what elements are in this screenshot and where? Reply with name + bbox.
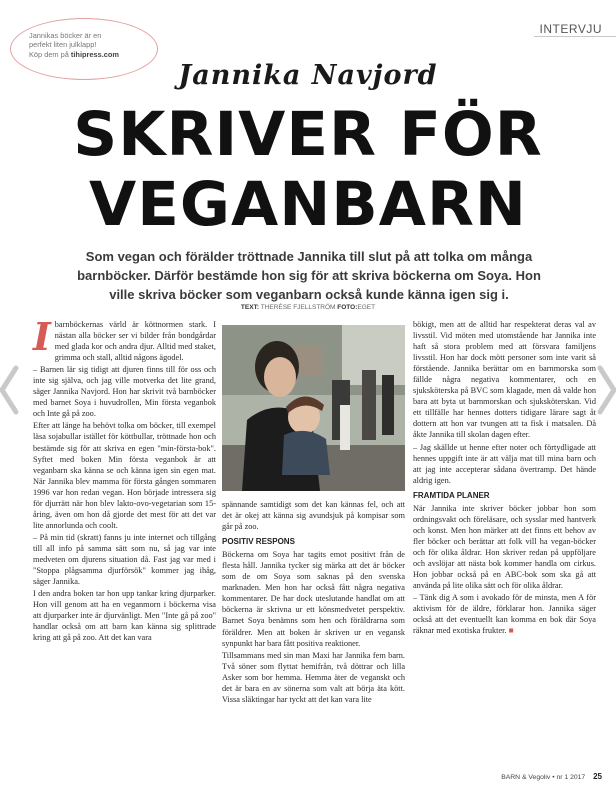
credit-photo-label: FOTO:: [337, 304, 358, 311]
paragraph: När Jannika inte skriver böcker jobbar hon som ordningsvakt och föreläsare, och sysslar med hantverk och konst. Men hon märker att det finns ett behov av fler böcker och berättar att folk vill ha vegan-böcker och för olika åldrar. Hon skriver redan på uppföljare och avslöjar att nästa bok kommer handla om cirkus. Hon jobbar också på en ABC-bok som ska gå att använda på lite olika sätt och för olika åldrar.: [413, 503, 596, 591]
photo-illustration: [222, 325, 405, 491]
paragraph: I den andra boken tar hon upp tankar kring djurparker. Hon vill genom att ha en veganmorn i böckerna visa att djurparker inte är djurvänligt. Men "Inte gå på zoo" handlar också om att barn kan känna sig splittrade kring att gå på zoo. Att det kan vara: [33, 589, 216, 643]
promo-line-2: perfekt liten julklapp!: [29, 40, 97, 50]
paragraph: – På min tid (skratt) fanns ju inte internet och tillgång till all info på samma sätt som nu, så jag var inte medveten om djurens situation då. Fast jag var med i "Stoppa plågsamma djurförsök" kommer jag ihåg, säger Jannika.: [33, 532, 216, 587]
author-byline: Jannika Navjord: [178, 60, 438, 91]
article-photo: [222, 325, 405, 491]
page-footer: [501, 772, 602, 781]
next-page-arrow-icon[interactable]: [596, 364, 616, 416]
section-label: INTERVJU: [539, 22, 602, 36]
credits: [0, 304, 616, 311]
paragraph: Tillsammans med sin man Maxi har Jannika fem barn. Två söner som flyttat hemifrån, två döttrar och lilla Asker som bor hemma. Hemma äter de veganskt och det är bara en av sönerna som valt att börja äta kött. Vissa släktingar har tyckt att det kan vara lite: [222, 650, 405, 704]
credit-photo-name: EGET: [357, 304, 376, 311]
page-number: 25: [593, 772, 602, 781]
promo-link[interactable]: tihipress.com: [70, 49, 119, 59]
end-mark-icon: ■: [508, 626, 514, 636]
promo-prefix: Köp dem på: [29, 49, 69, 59]
credit-text-name: THERÉSE FJELLSTRÖM: [260, 304, 336, 311]
headline: [0, 100, 616, 240]
subhead-positive-response: POSITIV RESPONS: [222, 537, 295, 547]
article-column-3: [413, 319, 596, 637]
paragraph: [413, 592, 596, 636]
promo-line-3: [29, 50, 157, 59]
headline-line-1: SKRIVER FÖR: [73, 99, 543, 170]
paragraph: barnböckernas värld är köttnormen stark. I nästan alla böcker ser vi bilder från bondgårdar med glada kor och andra djur. Alltid med staket, grimma och stall, alltid någons ägodel.: [54, 320, 216, 363]
previous-page-arrow-icon[interactable]: [0, 364, 20, 416]
paragraph: – Barnen lär sig tidigt att djuren finns till för oss och inte sig själva, och jag ville motverka det lite grand, säger Jannika Navjord. Hon har skrivit två barnböcker med barnet Soya i huvudrollen, Min första veganbok och Inte gå på zoo.: [33, 365, 216, 419]
paragraph: bökigt, men att de alltid har respekterat deras val av livsstil. Vid möten med utomstående har Jannika inte haft så stora problem med att försvara familjens livsstil. Hon har dock mött personer som inte varit så förstående. Jannika berättar om en barnmorska som fällde några negativa kommentarer, och en sjuksköterska på BVC som klagade, men då valde hon bara att byta ut barnmorskan och sjuksköterskan. Vid ett tillfälle har hennes dotters tidigare lärare sagt åt dottern att hon var tvungen att ta fisk i matsalen. Då åkte Jannika till skolan dagen efter.: [413, 320, 596, 440]
paragraph-text: – Tänk dig A som i avokado för de minsta, men A för aktivism för de äldre, förklarar hon. Jannika säger också att det eventuellt kan komma en bok där Soya räknar med exotiska frukter.: [413, 593, 596, 636]
promo-line-1: Jannikas böcker är en: [29, 31, 102, 40]
section-rule: [534, 36, 616, 37]
paragraph: spännande samtidigt som det kan kännas fel, och att det är okej att känna sig avundsjuk på kompisar som går på zoo.: [222, 500, 405, 532]
ingress: Som vegan och förälder tröttnade Jannika till slut på att tolka om många barnböcker. Därför bestämde hon sig för att skriva böckerna om Soya. Hon ville skriva böcker som veganbarn också kunde känna igen sig i.: [77, 249, 541, 302]
paragraph: Böckerna om Soya har tagits emot positivt från de flesta håll. Jannika tycker sig märka att det är böcker som de om Soya som saknas på den svenska marknaden. Men hon har också fått några negativa kommentarer. De har dock uteslutande handlat om att böckerna är skrivna ur ett könsmedvetet perspektiv. Barnet Soya benämns som hen och föräldrarna som föräldrer. Men att boken är skriven ur en vegansk synpunkt har bara fått positiva reaktioner.: [222, 550, 405, 648]
paragraph: – Jag skällde ut henne efter noter och förtydligade att hennes uppgift inte är att välja mat till mina barn och att jag inte accepterar sådana övertramp. Det hände aldrig igen.: [413, 442, 596, 485]
drop-cap: I: [33, 314, 51, 359]
subhead-future-plans: FRAMTIDA PLANER: [413, 490, 490, 500]
article-column-1: [33, 314, 216, 644]
article-column-2: [222, 499, 405, 706]
paragraph: Efter att länge ha behövt tolka om böcker, till exempel läsa sojabullar istället för köttbullar, tröttnade hon och bestämde sig för att skriva en egen "min-första-bok". Syftet med boken Min första veganbok är att veganbarn ska känna se och känna igen sin egen mat. När Jannika blev mamma för första gången sommaren 1996 var hon redan vegan. Hon började intressera sig för djurrätt när hon blev lakto-ovo-vegetarian som 15-åring, även om hon då gjorde det mest för att det var lite annorlunda och coolt.: [33, 421, 216, 530]
credit-text-label: TEXT:: [240, 304, 259, 311]
publication-name: BARN & Vegoliv • nr 1 2017: [501, 774, 586, 781]
headline-line-2: VEGANBARN: [89, 169, 527, 240]
